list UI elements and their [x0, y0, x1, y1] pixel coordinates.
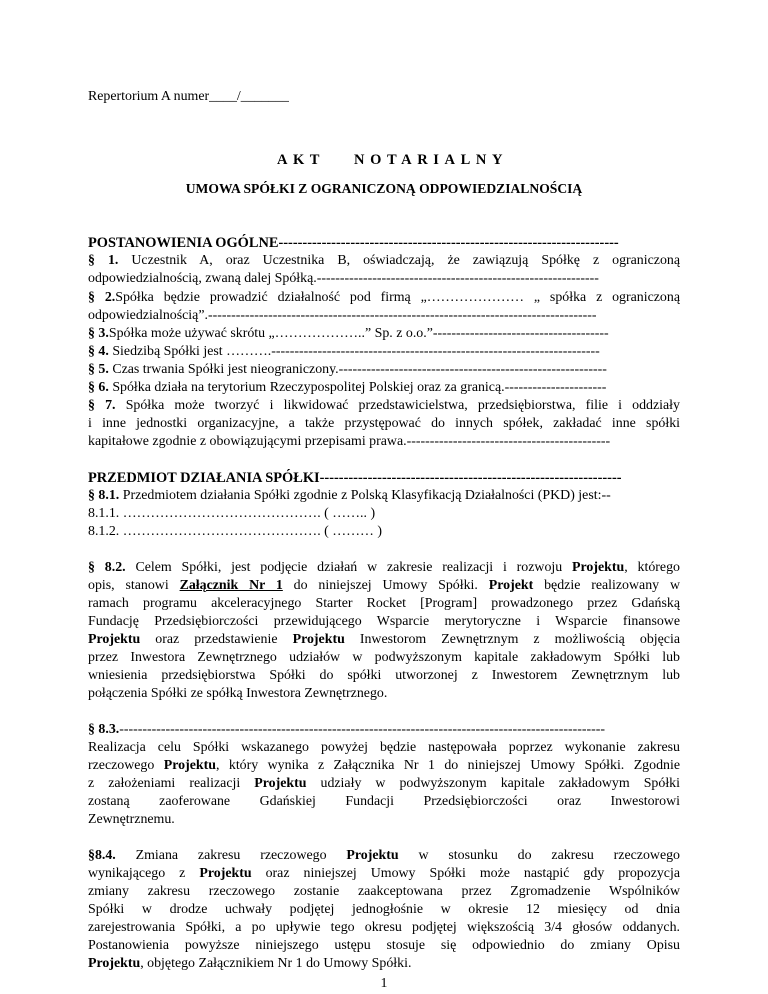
paragraph-6: § 6. Spółka działa na terytorium Rzeczypospolitej Polskiej oraz za granicą.----------------------: [88, 380, 607, 395]
paragraph-8-3-heading: § 8.3.---------------------------------------------------------------------------------------------------------: [88, 722, 605, 737]
page-number: 1: [380, 976, 388, 991]
section-heading-general: POSTANOWIENIA OGÓLNE-----------------------------------------------------------------------: [88, 235, 619, 251]
title-akt: AKT: [277, 152, 325, 168]
paragraph-8-2-line-3: ramach programu akceleracyjnego Starter Rocket [Program] prowadzonego przez Gdańską: [88, 596, 680, 611]
pkd-item-2: 8.1.2. ……………………………………. ( ……… ): [88, 524, 383, 539]
paragraph-8-2-line-5: Projektu oraz przedstawienie Projektu Inwestorom Zewnętrznym z możliwością objęcia: [88, 632, 680, 647]
paragraph-8-2-line-8: połączenia Spółki ze spółką Inwestora Zewnętrznego.: [88, 686, 388, 701]
paragraph-5: § 5. Czas trwania Spółki jest nieograniczony.----------------------------------------------------------: [88, 362, 607, 377]
paragraph-8-1: § 8.1. Przedmiotem działania Spółki zgodnie z Polską Klasyfikacją Działalności (PKD) jest:--: [88, 488, 611, 503]
repertorium-line: Repertorium A numer____/_______: [88, 89, 290, 104]
paragraph-1-line-1: § 1. Uczestnik A, oraz Uczestnika B, oświadczają, że zawiązują Spółkę z ograniczoną: [88, 253, 680, 268]
paragraph-3: § 3.Spółka może używać skrótu „………………..” Sp. z o.o.”--------------------------------------: [88, 326, 609, 341]
paragraph-8-2-line-1: § 8.2. Celem Spółki, jest podjęcie działań w zakresie realizacji i rozwoju Projektu, którego: [88, 560, 680, 575]
attachment-1-reference: Załącznik Nr 1: [179, 578, 283, 593]
paragraph-8-4-line-6: Postanowienia powyższe niniejszego ustępu stosuje się odpowiednio do zmiany Opisu: [88, 938, 680, 953]
paragraph-8-3-line-5: Zewnętrznemu.: [88, 812, 175, 827]
document-subtitle: UMOWA SPÓŁKI Z OGRANICZONĄ ODPOWIEDZIALNOŚCIĄ: [185, 181, 583, 196]
paragraph-8-3-line-1: Realizacja celu Spółki wskazanego powyżej będzie następowała poprzez wykonanie zakresu: [88, 740, 680, 755]
paragraph-7-line-1: § 7. Spółka może tworzyć i likwidować przedstawicielstwa, przedsiębiorstwa, filie i oddziały: [88, 398, 680, 413]
section-heading-subject: PRZEDMIOT DZIAŁANIA SPÓŁKI---------------------------------------------------------------: [88, 470, 622, 486]
pkd-item-1: 8.1.1. ……………………………………. ( …….. ): [88, 506, 376, 521]
paragraph-7-line-2: i inne jednostki organizacyjne, a także przystępować do innych spółek, zakładać inne spółki: [88, 416, 680, 431]
paragraph-8-4-line-4: Spółki w drodze uchwały podjętej jednogłośnie w okresie 12 miesięcy od dnia: [88, 902, 680, 917]
paragraph-8-4-line-2: wynikającego z Projektu oraz niniejszej Umowy Spółki może nastąpić gdy propozycja: [88, 866, 680, 881]
paragraph-8-4-line-3: zmiany zakresu rzeczowego zostanie zaakceptowana przez Zgromadzenie Wspólników: [88, 884, 680, 899]
paragraph-8-4-line-5: zarejestrowania Spółki, a po upływie tego okresu podjętej większością 3/4 głosów oddanych.: [88, 920, 680, 935]
paragraph-8-3-line-4: zostaną zaoferowane Gdańskiej Fundacji Przedsiębiorczości oraz Inwestorowi: [88, 794, 680, 809]
paragraph-8-4-line-7: Projektu, objętego Załącznikiem Nr 1 do Umowy Spółki.: [88, 956, 412, 971]
paragraph-8-2-line-7: wniesienia przedsiębiorstwa Spółki do spółki utworzonej z Inwestorem Zewnętrznym lub: [88, 668, 680, 683]
paragraph-8-2-line-6: przez Inwestora Zewnętrznego udziałów w podwyższonym kapitale zakładowym Spółki lub: [88, 650, 680, 665]
paragraph-8-2-line-4: Fundację Przedsiębiorczości przewidującego Wsparcie merytoryczne i Wsparcie finansowe: [88, 614, 680, 629]
paragraph-8-4-line-1: §8.4. Zmiana zakresu rzeczowego Projektu w stosunku do zakresu rzeczowego: [88, 848, 680, 863]
paragraph-2-line-2: odpowiedzialnością”.------------------------------------------------------------------------------------: [88, 308, 597, 323]
paragraph-7-line-3: kapitałowe zgodnie z obowiązującymi przepisami prawa.--------------------------------------------: [88, 434, 611, 449]
paragraph-4: § 4. Siedzibą Spółki jest ……….-----------------------------------------------------------------------: [88, 344, 600, 359]
paragraph-1-line-2: odpowiedzialnością, zwaną dalej Spółką.-------------------------------------------------------------: [88, 271, 599, 286]
paragraph-8-3-line-2: rzeczowego Projektu, który wynika z Załącznika Nr 1 do niniejszej Umowy Spółki. Zgodnie: [88, 758, 680, 773]
paragraph-8-2-line-2: opis, stanowi Załącznik Nr 1 do niniejszej Umowy Spółki. Projekt będzie realizowany w: [88, 578, 680, 593]
paragraph-2-line-1: § 2.Spółka będzie prowadzić działalność pod firmą „………………… „ spółka z ograniczoną: [88, 290, 680, 305]
paragraph-8-3-line-3: z założeniami realizacji Projektu udziały w podwyższonym kapitale zakładowym Spółki: [88, 776, 680, 791]
title-notarialny: NOTARIALNY: [354, 152, 509, 168]
